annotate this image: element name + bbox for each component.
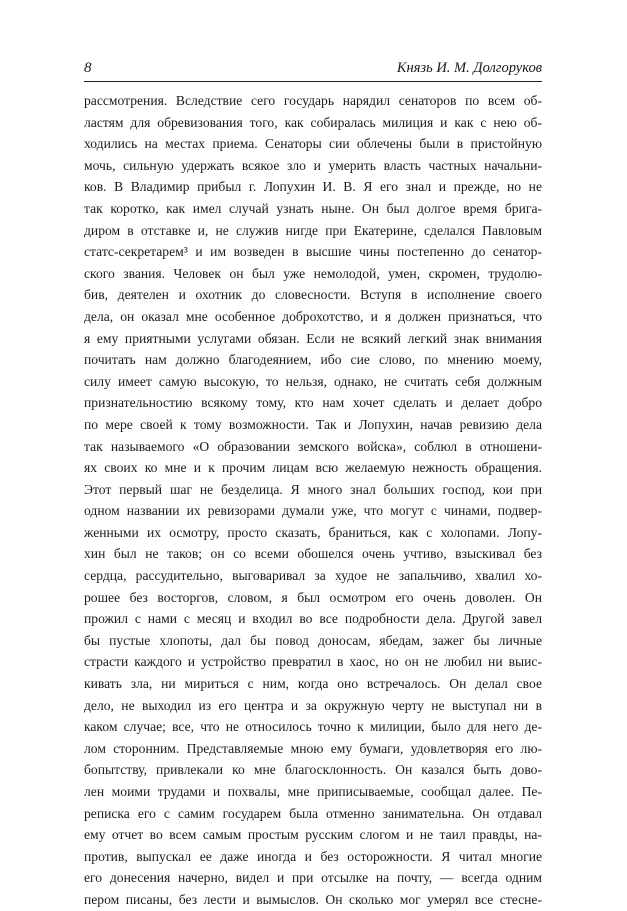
text-line: бив, деятелен и охотник до словесности. Вступя в исполнение своего [84,287,542,303]
text-line: по мере своей к тому возможности. Так и Лопухин, начав ревизию дела [84,416,542,432]
text-line: я ему приятными услугами обязан. Если не всякий легкий знак внимания [84,330,542,346]
running-title: Князь И. М. Долгоруков [396,60,542,76]
text-line: рошее без восторгов, словом, я был осмотром его очень доволен. Он [84,589,542,605]
text-line: так называемого «О образовании земского войска», соблюл в отношени- [84,438,542,454]
text-line: ластям для обревизования того, как собиралась милиция и как с нею об- [84,114,542,130]
text-line: почитать нам должно благодеянием, ибо сие слово, по мнению моему, [84,352,542,368]
text-line: ях своих ко мне и к прочим лицам всю желаемую нежность обращения. [84,460,542,476]
text-line: диром в отставке и, не служив нигде при Екатерине, сделался Павловым [84,222,542,238]
text-line: статс-секретарем³ и им возведен в высшие чины постепенно до сенатор- [84,244,542,260]
text-line: признательностию всякому тому, кто нам хочет сделать и делает добро [84,395,542,411]
text-line: ему отчет во всем самым простым русским слогом и не таил правды, на- [84,827,542,843]
text-line: прожил с нами с месяц и входил во все подробности дела. Другой завел [84,611,542,627]
text-line: сердца, рассудительно, выговаривал за худое не запальчиво, хвалил хо- [84,568,542,584]
text-line: пером писаны, без лести и вымыслов. Он сколько мог умерял все стесне- [84,891,542,907]
text-line: его донесения начерно, видел и при отсылке на почту, — всегда одним [84,870,542,886]
text-line: бопытству, привлекали ко мне благосклонность. Он казался быть дово- [84,762,542,778]
text-line: каком случае; все, что не относилось точно к милиции, было для него де- [84,719,542,735]
text-line: реписка его с самим государем была отменно занимательна. Он отдавал [84,805,542,821]
text-line: хин был не таков; он со всеми обошелся очень учтиво, взыскивал без [84,546,542,562]
text-line: лен моими трудами и похвалы, мне приписываемые, сообщал далее. Пе- [84,784,542,799]
text-line: одном названии их ревизорами думали уже, что могут с чинами, подвер- [84,503,542,519]
text-line: так коротко, как имел случай узнать ныне. Он был долгое время брига- [84,200,542,216]
body-text [84,90,542,911]
text-line: ходились на местах приема. Сенаторы сии облечены были в пристойную [84,136,542,152]
text-line: Этот первый шаг не безделица. Я много знал больших господ, кои при [84,481,542,497]
text-line: бы пустые хлопоты, дал бы повод доносам, ябедам, зажег бы личные [84,632,542,648]
header-rule [84,81,542,82]
text-line: страсти каждого и устройство превратил в хаос, но он не любил ни выис- [84,654,542,670]
text-line: рассмотрения. Вследствие сего государь нарядил сенаторов по всем об- [84,93,542,108]
text-line: женными их осмотру, просто сказать, браниться, как с холопами. Лопу- [84,524,542,540]
page-number: 8 [84,60,92,76]
text-line: дела, он оказал мне особенное доброхотство, и я должен признаться, что [84,308,542,324]
text-line: силу имеет самую высокую, то нельзя, однако, не считать себя должным [84,373,542,389]
text-line: ского звания. Человек он был уже немолодой, умен, скромен, трудолю- [84,265,542,281]
text-line: кивать зла, ни мириться с ним, когда оно встречалось. Он делал свое [84,676,542,692]
text-line: дело, не выходил из его центра и за окружную черту не выступал ни в [84,697,542,713]
page-header [84,60,542,82]
text-line: ков. В Владимир прибыл г. Лопухин И. В. Я его знал и прежде, но не [84,179,542,195]
text-line: лом сторонним. Представляемые мною ему бумаги, удовлетворяя его лю- [84,740,542,756]
text-line: мочь, сильную удержать всякое зло и умерить власть частных начальни- [84,157,542,173]
text-line: против, выпускал ее даже иногда и без осторожности. Я читал многие [84,848,542,864]
